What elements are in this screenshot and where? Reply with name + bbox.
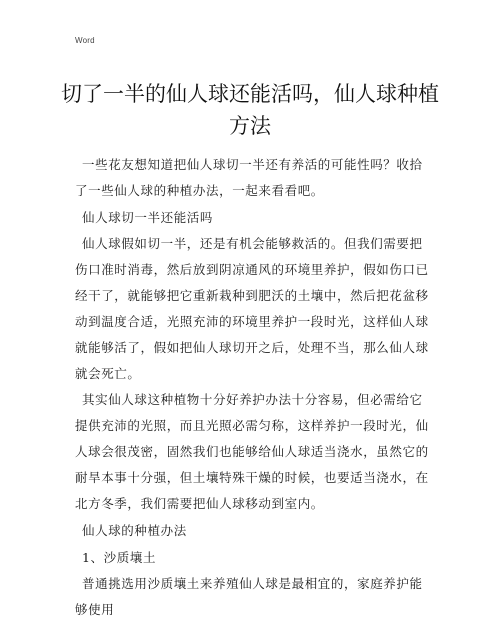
intro-paragraph: 一些花友想知道把仙人球切一半还有养活的可能性吗？收拾了一些仙人球的种植办法，一起来看看吧。 [75,157,423,198]
section-heading-can-survive: 仙人球切一半还能活吗 [82,210,214,225]
paragraph-survival: 仙人球假如切一半，还是有机会能够救活的。但我们需要把伤口准时消毒，然后放到阴凉通风的环境里养护，假如伤口已经干了，就能够把它重新栽种到肥沃的土壤中，然后把花盆移动到温度合适，光照充沛的环境里养护一段时光，这样仙人球就能够活了，假如把仙人球切开之后，处理不当，那么仙人球就会死亡。 [75,236,429,381]
document-body [75,152,429,623]
document-title: 切了一半的仙人球还能活吗，仙人球种植方法 [61,82,439,138]
paragraph-sandy-soil: 普通挑选用沙质壤土来养殖仙人球是最相宜的，家庭养护能够使用 [75,576,423,617]
subheading-sandy-soil: 1、沙质壤土 [82,550,157,565]
section-heading-planting-methods: 仙人球的种植办法 [82,523,187,538]
paragraph-care: 其实仙人球这种植物十分好养护办法十分容易，但必需给它提供充沛的光照，而且光照必需匀称，这样养护一段时光，仙人球会很茂密，固然我们也能够给仙人球适当浇水，虽然它的耐旱本事十分强，但土壤特殊干燥的时候，也要适当浇水，在北方冬季，我们需要把仙人球移动到室内。 [75,392,429,511]
app-label: Word [75,36,95,45]
